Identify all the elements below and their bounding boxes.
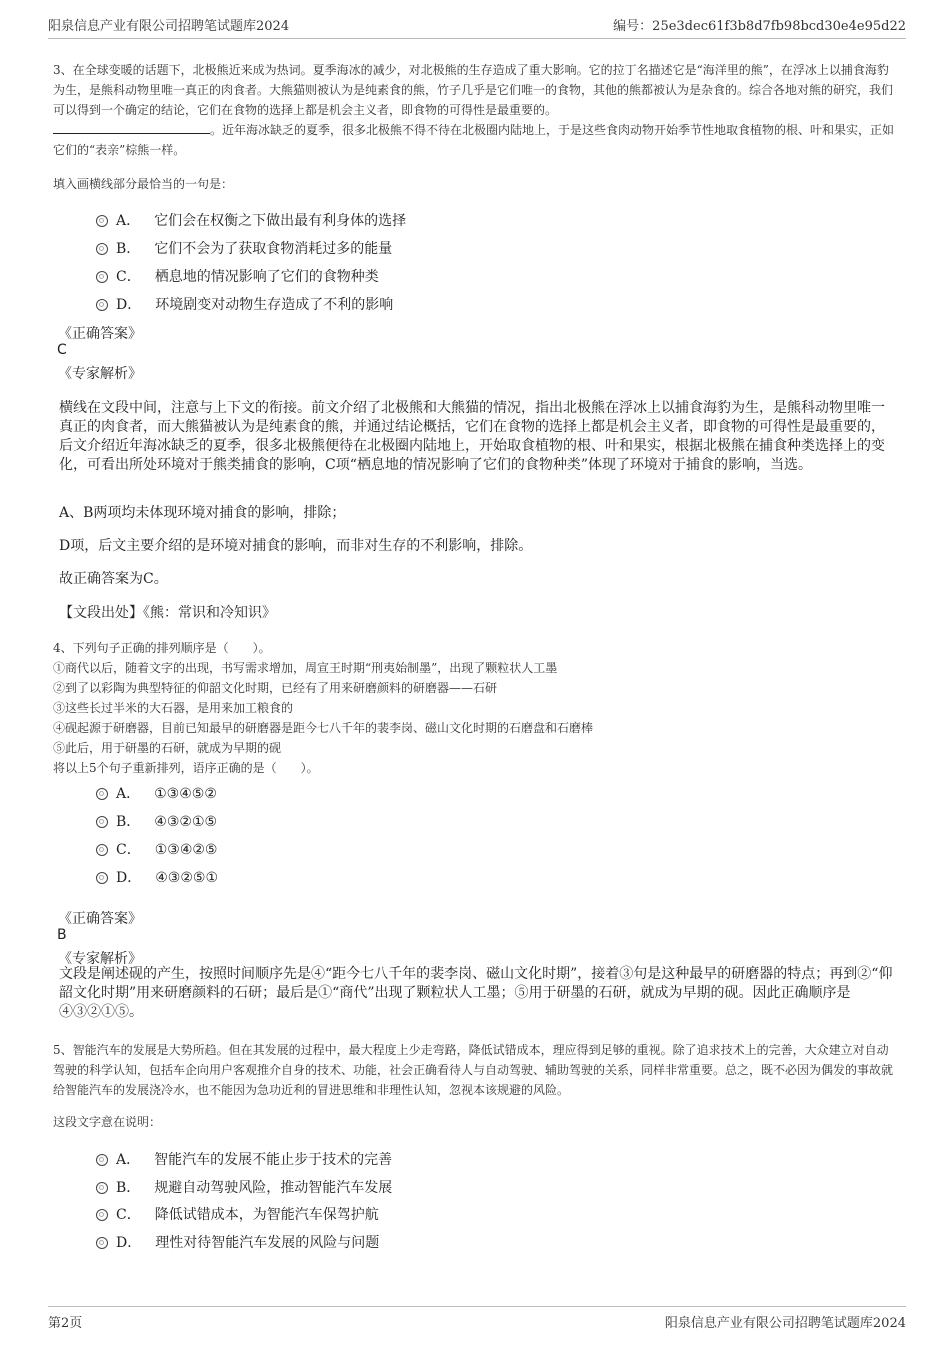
radio-icon[interactable] [96,788,108,800]
header-code: 编号：25e3dec61f3b8d7fb98bcd30e4e95d22 [613,19,906,34]
q4-prompt: 将以上5个句子重新排列，语序正确的是（ ）。 [53,761,319,775]
q3-prompt: 填入画横线部分最恰当的一句是： [53,177,234,191]
option-letter: C． [116,842,141,858]
q4-stem: 4、下列句子正确的排列顺序是（ ）。 [53,641,271,655]
radio-icon[interactable] [96,844,108,856]
q3-stem-after-blank: 。近年海冰缺乏的夏季，很多北极熊不得不待在北极圈内陆地上，于是这些食肉动物开始季节性地取食植物的根、叶和果实，正如它们的“表亲”棕熊一样。 [53,123,895,157]
q3-stem [53,60,898,160]
q3-analysis-paragraph: A、B两项均未体现环境对捕食的影响，排除； [59,505,346,521]
q3-analysis-paragraph: D项，后文主要介绍的是环境对捕食的影响，而非对生存的不利影响，排除。 [59,538,533,554]
q4-answer: B [57,927,67,943]
q3-answer-label: 《正确答案》 [58,326,142,342]
option-text: 栖息地的情况影响了它们的食物种类 [154,269,379,285]
q3-analysis-paragraph: 横线在文段中间，注意与上下文的衔接。前文介绍了北极熊和大熊猫的情况，指出北极熊在浮冰上以捕食海豹为生，是熊科动物里唯一真正的肉食者，而大熊猫被认为是纯素食的熊，并通过结论概括，它们在食物的选择上都是机会主义者，即食物的可得性是最重要的，后文介绍近年海冰缺乏的夏季，很多北极熊便待在北极圈内陆地上，开始取食植物的根、叶和果实，根据北极熊在捕食种类选择上的变化，可看出所处环境对于熊类捕食的影响，C项“栖息地的情况影响了它们的食物种类”体现了环境对于捕食的影响，当选。 [59,400,885,473]
option-text: ④③②⑤① [155,870,218,886]
option-text: 规避自动驾驶风险，推动智能汽车发展 [154,1180,393,1196]
option-letter: D． [116,1235,142,1251]
q4-answer-label: 《正确答案》 [58,911,142,927]
option-text: ①③④②⑤ [154,842,218,858]
radio-icon[interactable] [96,816,108,828]
q4-analysis-label: 《专家解析》 [58,951,142,967]
option-text: ④③②①⑤ [154,814,218,830]
option-letter: C． [116,269,141,285]
radio-icon[interactable] [96,1237,108,1249]
option-text: 降低试错成本，为智能汽车保驾护航 [154,1207,379,1223]
q3-analysis-label: 《专家解析》 [58,366,142,382]
q4-sentence: ④砚起源于研磨器，目前已知最早的研磨器是距今七八千年的裴李岗、磁山文化时期的石磨盘和石磨棒 [53,721,594,735]
footer-title: 阳泉信息产业有限公司招聘笔试题库2024 [664,1316,906,1331]
q4-sentence: ⑤此后，用于研墨的石研，就成为早期的砚 [53,741,282,755]
radio-icon[interactable] [96,872,108,884]
q5-stem: 5、智能汽车的发展是大势所趋。但在其发展的过程中，最大程度上少走弯路，降低试错成本，理应得到足够的重视。除了追求技术上的完善，大众建立对自动驾驶的科学认知，包括车企向用户客观推介自身的技术、功能，社会正确看待人与自动驾驶、辅助驾驶的关系，同样非常重要。总之，既不必因为偶发的事故就给智能汽车的发展浇冷水，也不能因为急功近利的冒进思维和非理性认知，忽视本该规避的风险。 [53,1043,894,1097]
option-text: 智能汽车的发展不能止步于技术的完善 [154,1152,393,1168]
radio-icon[interactable] [96,215,108,227]
q3-source: 【文段出处】《熊：常识和冷知识》 [59,605,276,621]
q4-sentence: ③这些长过半米的大石器，是用来加工粮食的 [53,701,294,715]
q3-fill-blank [53,121,210,134]
option-letter: D． [116,297,142,313]
option-letter: C． [116,1207,141,1223]
radio-icon[interactable] [96,1209,108,1221]
radio-icon[interactable] [96,1182,108,1194]
option-letter: B． [116,241,141,257]
q3-stem-before-blank: 3、在全球变暖的话题下，北极熊近来成为热词。夏季海冰的减少，对北极熊的生存造成了重大影响。它的拉丁名描述它是“海洋里的熊”，在浮冰上以捕食海豹为生，是熊科动物里唯一真正的肉食者。大熊猫则被认为是纯素食的熊，竹子几乎是它们唯一的食物，其他的熊都被认为是杂食的。综合各地对熊的研究，我们可以得到一个确定的结论，它们在食物的选择上都是机会主义者，即食物的可得性是最重要的。 [53,63,894,117]
option-text: 它们会在权衡之下做出最有利身体的选择 [154,213,407,229]
option-letter: A． [116,1152,141,1168]
radio-icon[interactable] [96,243,108,255]
option-letter: B． [116,1180,141,1196]
option-letter: B． [116,814,141,830]
option-text: ①③④⑤② [154,786,217,802]
q3-analysis-paragraph: 故正确答案为C。 [59,571,168,587]
q4-analysis: 文段是阐述砚的产生，按照时间顺序先是④“距今七八千年的裴李岗、磁山文化时期”，接着③句是这种最早的研磨器的特点；再到②“仰韶文化时期”用来研磨颜料的石研；最后是①“商代”出现了颗粒状人工墨；⑤用于研墨的石研，就成为早期的砚。因此正确顺序是④③②①⑤。 [59,966,893,1020]
page-number: 第2页 [48,1316,83,1331]
q3-answer: C [57,342,67,358]
q4-sentence: ②到了以彩陶为典型特征的仰韶文化时期，已经有了用来研磨颜料的研磨器——石研 [53,681,498,695]
option-letter: A． [116,786,141,802]
q5-prompt: 这段文字意在说明： [53,1115,162,1129]
option-letter: A． [116,213,141,229]
page-header [48,0,906,39]
radio-icon[interactable] [96,299,108,311]
option-text: 理性对待智能汽车发展的风险与问题 [155,1235,380,1251]
option-text: 环境剧变对动物生存造成了不利的影响 [155,297,394,313]
q4-sentence: ①商代以后，随着文字的出现，书写需求增加，周宣王时期“刑夷始制墨”，出现了颗粒状人工墨 [53,661,558,675]
option-letter: D． [116,870,142,886]
radio-icon[interactable] [96,1154,108,1166]
option-text: 它们不会为了获取食物消耗过多的能量 [154,241,393,257]
header-title: 阳泉信息产业有限公司招聘笔试题库2024 [48,19,290,34]
radio-icon[interactable] [96,271,108,283]
page-footer [48,1306,906,1331]
